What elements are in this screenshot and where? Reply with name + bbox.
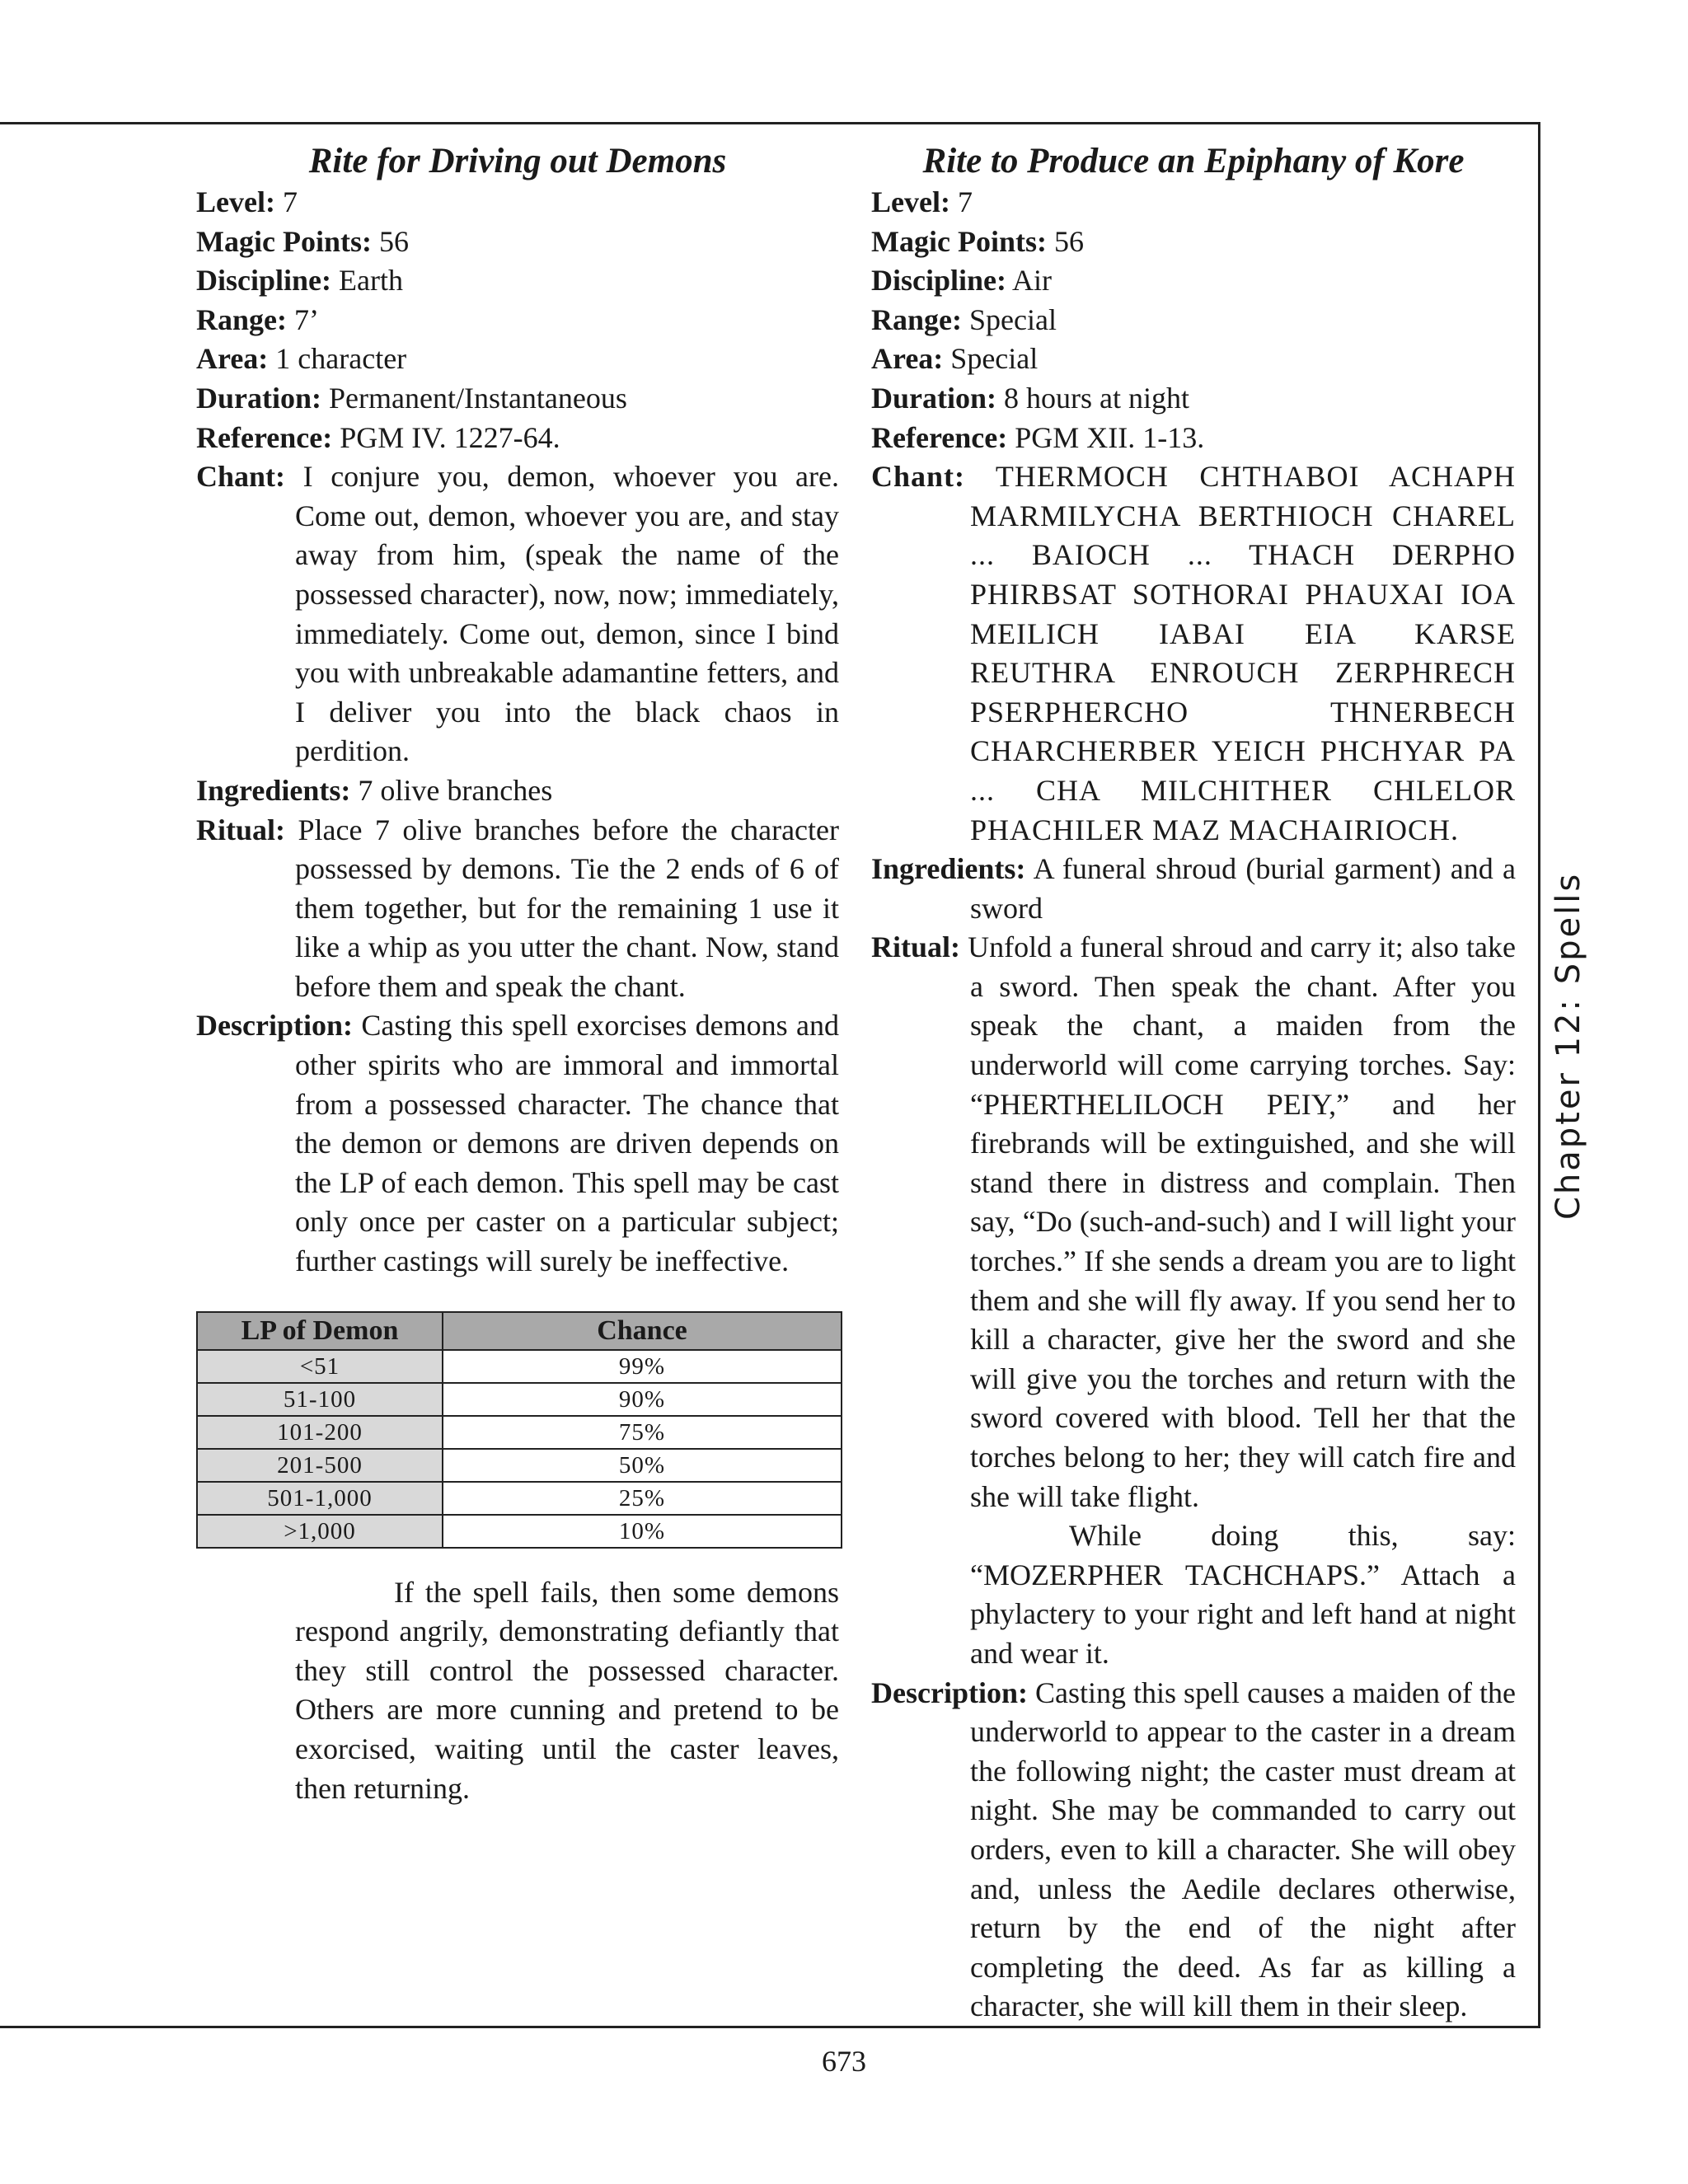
reference-field: Reference: PGM XII. 1-13.: [871, 420, 1205, 454]
chant-section: Chant: THERMOCH CHTHABOI ACHAPH MARMILYCHA BERTHIOCH CHAREL ... BAIOCH ... THACH DERPHO PHIRBSAT SOTHORAI PHAUXAI IOA MEILICH IABAI EIA KARSE REUTHRA ENROUCH ZERPHRECH PSERPHERCHO THNERBECH CHARCHERBER YEICH PHCHYAR PA ... CHA MILCHITHER CHLELOR PHACHILER MAZ MACHAIRIOCH.: [871, 460, 1516, 846]
ingredients-field: Ingredients: 7 olive branches: [196, 773, 553, 807]
ritual-section: Ritual: Place 7 olive branches before the character possessed by demons. Tie the 2 ends of 6 of them together, but for the remaining 1 use it like a whip as you utter the chant. Now, stand before them and speak the chant.: [196, 813, 839, 1003]
table-header-row: [197, 1312, 842, 1350]
page-number: 673: [822, 2045, 866, 2078]
area-field: Area: 1 character: [196, 342, 407, 376]
table-row: [197, 1449, 842, 1482]
table-row: [197, 1350, 842, 1383]
page-frame-top-rule: [0, 122, 1540, 124]
table-header: LP of Demon: [197, 1312, 443, 1350]
table-header: Chance: [443, 1312, 842, 1350]
magic-points-field: Magic Points: 56: [871, 224, 1084, 258]
table-cell: >1,000: [197, 1515, 443, 1548]
duration-field: Duration: 8 hours at night: [871, 381, 1189, 415]
table-cell: 51-100: [197, 1383, 443, 1416]
range-field: Range: Special: [871, 302, 1057, 336]
spell-title: Rite for Driving out Demons: [308, 142, 727, 180]
range-field: Range: 7’: [196, 302, 319, 336]
table-cell: 25%: [443, 1482, 842, 1515]
magic-points-field: Magic Points: 56: [196, 224, 409, 258]
table-cell: 75%: [443, 1416, 842, 1449]
table-row: [197, 1383, 842, 1416]
duration-field: Duration: Permanent/Instantaneous: [196, 381, 627, 415]
ritual-section: Ritual: Unfold a funeral shroud and carry it; also take a sword. Then speak the chant. After you speak the chant, a maiden from the underworld will come carrying torches. Say: “PHERTHELILOCH PEIY,” and her firebrands will be extinguished, and she will stand there in distress and complain. Then say, “Do (such-and-such) and I will light your torches.” If she sends a dream you are to light them and she will fly away. If you send her to kill a character, give her the sword and she will give you the torches and return with the sword covered with blood. Tell her that the torches belong to her; they will catch fire and she will take flight.: [871, 930, 1516, 1513]
table-cell: 10%: [443, 1515, 842, 1548]
description-section: Description: Casting this spell causes a maiden of the underworld to appear to the caster in a dream the following night; the caster must dream at night. She may be commanded to carry out orders, even to kill a character. She will obey and, unless the Aedile declares otherwise, return by the end of the night after completing the deed. As far as killing a character, she will kill them in their sleep.: [871, 1675, 1517, 2023]
table-cell: 90%: [443, 1383, 842, 1416]
chapter-side-label: Chapter 12: Spells: [1550, 871, 1587, 1220]
description-section: Description: Casting this spell exorcises demons and other spirits who are immoral and immortal from a possessed character. The chance that the demon or demons are driven depends on the LP of each demon. This spell may be cast only once per caster on a particular subject; further castings will surely be ineffective.: [196, 1009, 839, 1278]
left-column: [196, 138, 839, 1808]
ritual-continuation-paragraph: While doing this, say: “MOZERPHER TACHCHAPS.” Attach a phylactery to your right and left hand at night and wear it.: [970, 1519, 1516, 1670]
table-row: [197, 1416, 842, 1449]
discipline-field: Discipline: Air: [871, 264, 1053, 298]
table-followup-paragraph: If the spell fails, then some demons respond angrily, demonstrating defiantly that they still control the possessed character. Others are more cunning and pretend to be exorcised, waiting until the caster leaves, then returning.: [295, 1575, 839, 1805]
table-row: [197, 1482, 842, 1515]
table-cell: 201-500: [197, 1449, 443, 1482]
lp-chance-table: [196, 1311, 842, 1549]
spell-title: Rite to Produce an Epiphany of Kore: [922, 142, 1465, 180]
level-field: Level: 7: [871, 185, 973, 218]
ingredients-section: Ingredients: A funeral shroud (burial garment) and a sword: [871, 852, 1516, 925]
table-cell: <51: [197, 1350, 443, 1383]
table-row: [197, 1515, 842, 1548]
right-column: [871, 138, 1516, 2027]
table-cell: 501-1,000: [197, 1482, 443, 1515]
area-field: Area: Special: [871, 342, 1039, 376]
reference-field: Reference: PGM IV. 1227-64.: [196, 420, 560, 454]
level-field: Level: 7: [196, 185, 298, 218]
discipline-field: Discipline: Earth: [196, 264, 403, 298]
table-cell: 50%: [443, 1449, 842, 1482]
table-cell: 99%: [443, 1350, 842, 1383]
table-cell: 101-200: [197, 1416, 443, 1449]
page-frame-right-rule: [1538, 122, 1540, 2027]
chant-section: Chant: I conjure you, demon, whoever you are. Come out, demon, whoever you are, and stay away from him, (speak the name of the possessed character), now, now; immediately, immediately. Come out, demon, since I bind you with unbreakable adamantine fetters, and I deliver you into the black chaos in perdition.: [196, 460, 839, 768]
